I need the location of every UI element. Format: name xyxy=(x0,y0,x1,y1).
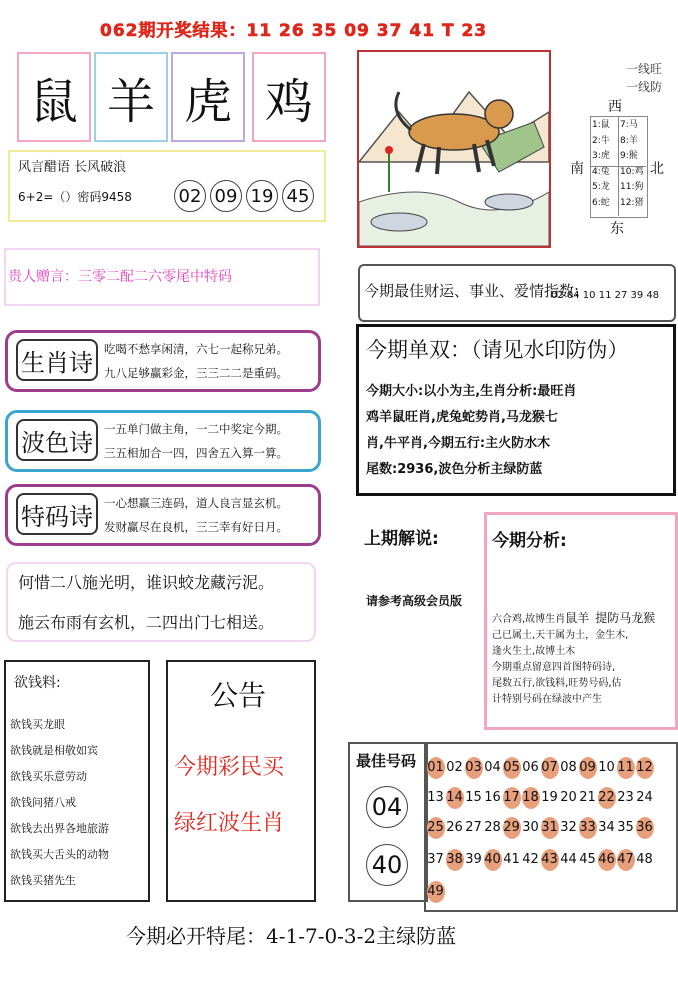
color-poem-line-1: 一五单门做主角，一二中奖定今期。 xyxy=(104,422,288,436)
number-ball: 42 xyxy=(522,852,539,867)
number-ball: 09 xyxy=(579,757,597,779)
number-ball: 21 xyxy=(579,790,596,805)
verse-line-1: 何惜二八施光明，谁识蛟龙藏污泥。 xyxy=(18,573,275,592)
analysis-guard: 提防马龙猴 xyxy=(595,611,656,625)
fortune-numbers: 02 04 10 11 27 39 48 xyxy=(551,290,660,301)
notice-line-1: 今期彩民买 xyxy=(174,755,285,780)
compass-cell: 2:牛 xyxy=(592,135,610,146)
compass-west: 西 xyxy=(608,99,622,115)
number-ball: 23 xyxy=(617,790,634,805)
number-ball: 28 xyxy=(484,820,501,835)
zodiac-box-2: 羊 xyxy=(94,52,168,142)
analysis-line-0 xyxy=(492,610,655,628)
analysis-line: 计特别号码在绿波中产生 xyxy=(492,694,602,705)
single-double-line: 肖,牛平肖,今期五行:主火防水木 xyxy=(366,436,551,451)
number-grid-row xyxy=(426,786,654,809)
password-line: 6+2=（）密码9458 xyxy=(18,190,132,204)
compass-cell: 11:狗 xyxy=(620,182,644,192)
compass-right-col xyxy=(620,118,644,211)
single-double-line: 鸡羊鼠旺肖,虎兔蛇势肖,马龙猴七 xyxy=(366,410,558,425)
number-ball: 19 xyxy=(541,790,558,805)
idiom-line: 风言醋语 长风破浪 xyxy=(18,160,127,175)
zodiac-poem-line-2: 九八足够赢彩金，三三二二是重码。 xyxy=(104,366,288,380)
number-ball: 14 xyxy=(446,787,464,809)
analysis-title: 今期分析: xyxy=(492,531,567,551)
want-money-item: 欲钱买龙眼 xyxy=(10,718,65,731)
compass-east: 东 xyxy=(610,221,624,237)
number-ball: 48 xyxy=(636,852,653,867)
special-poem-title: 特码诗 xyxy=(16,493,98,535)
number-ball: 41 xyxy=(503,852,520,867)
zodiac-poem-line-1: 吃喝不愁享闲清，六七一起称兄弟。 xyxy=(104,342,288,356)
idiom-number-2: 09 xyxy=(210,180,242,212)
notice-title: 公告 xyxy=(210,679,267,712)
number-ball: 24 xyxy=(636,790,653,805)
analysis-line: 己已属土,天干属为土，金生木, xyxy=(492,630,629,641)
number-ball: 34 xyxy=(598,820,615,835)
analysis-line: 尾数五行,欲钱料,旺势号码,估 xyxy=(492,678,622,689)
tiger-illustration xyxy=(359,52,549,246)
compass-cell: 6:蛇 xyxy=(592,197,610,208)
zodiac-box-3: 虎 xyxy=(171,52,245,142)
best-numbers-label: 最佳号码 xyxy=(356,752,417,770)
number-grid-row xyxy=(426,816,654,839)
number-ball: 44 xyxy=(560,852,577,867)
number-ball: 46 xyxy=(598,849,616,871)
number-ball: 47 xyxy=(617,849,635,871)
number-ball: 26 xyxy=(446,820,463,835)
last-period-sub: 请参考高级会员版 xyxy=(366,594,463,608)
number-ball: 08 xyxy=(560,760,577,775)
number-ball: 35 xyxy=(617,820,634,835)
compass-cell: 8:羊 xyxy=(620,135,638,146)
single-double-title: 今期单双：（请见水印防伪） xyxy=(366,338,629,362)
number-ball: 06 xyxy=(522,760,539,775)
special-poem-line-2: 发财赢尽在良机，三三幸有好日月。 xyxy=(104,520,288,534)
compass-north: 北 xyxy=(650,161,664,177)
number-ball: 18 xyxy=(522,787,540,809)
number-ball: 45 xyxy=(579,852,596,867)
want-money-item: 欲钱买乐意劳动 xyxy=(10,770,87,783)
number-ball: 33 xyxy=(579,817,597,839)
single-double-line: 尾数:2936,波色分析主绿防蓝 xyxy=(366,462,543,477)
result-header: 062期开奖结果：11 26 35 09 37 41 T 23 xyxy=(100,21,488,41)
number-ball: 43 xyxy=(541,849,559,871)
verse-line-2: 施云布雨有玄机，二四出门七相送。 xyxy=(18,613,275,632)
color-poem-line-2: 三五相加合一四，四舍五入算一算。 xyxy=(104,446,288,460)
number-ball: 07 xyxy=(541,757,559,779)
compass-legend-weak: 一线防 xyxy=(626,80,663,94)
number-ball: 22 xyxy=(598,787,616,809)
number-ball: 27 xyxy=(465,820,482,835)
number-ball: 40 xyxy=(484,849,502,871)
idiom-number-4: 45 xyxy=(282,180,314,212)
number-ball: 37 xyxy=(427,852,444,867)
compass-legend-strong: 一线旺 xyxy=(626,62,663,76)
special-poem-panel xyxy=(5,484,321,546)
compass-cell: 1:鼠 xyxy=(592,120,610,130)
notice-line-2: 绿红波生肖 xyxy=(174,811,285,836)
compass-left-col xyxy=(592,118,610,211)
color-poem-title: 波色诗 xyxy=(16,419,98,461)
best-number-2: 40 xyxy=(366,844,408,886)
analysis-line: 今期重点留意四首图特码诗, xyxy=(492,662,616,673)
analysis-line: 六合鸡,故博生肖 xyxy=(492,614,566,625)
want-money-item: 欲钱买大舌头的动物 xyxy=(10,848,109,861)
number-grid-row xyxy=(426,848,654,871)
compass-cell: 4:兔 xyxy=(592,166,610,177)
compass-cell: 7:马 xyxy=(620,120,638,130)
analysis-zodiac: 鼠羊 xyxy=(565,611,590,625)
idiom-number-3: 19 xyxy=(246,180,278,212)
zodiac-poem-panel xyxy=(5,330,321,392)
compass-cell: 12:猪 xyxy=(620,197,644,208)
number-ball: 01 xyxy=(427,757,445,779)
number-ball: 32 xyxy=(560,820,577,835)
number-ball: 16 xyxy=(484,790,501,805)
color-poem-panel xyxy=(5,410,321,472)
number-ball: 38 xyxy=(446,849,464,871)
number-ball: 39 xyxy=(465,852,482,867)
footer-text: 今期必开特尾：4-1-7-0-3-2主绿防蓝 xyxy=(126,924,457,948)
number-ball: 03 xyxy=(465,757,483,779)
compass-cell: 10:鸡 xyxy=(620,166,644,177)
number-ball: 31 xyxy=(541,817,559,839)
compass-cell: 9:猴 xyxy=(620,151,638,161)
single-double-line: 今期大小:以小为主,生肖分析:最旺肖 xyxy=(366,384,577,399)
number-ball: 15 xyxy=(465,790,482,805)
analysis-line: 逢火生土,故博土木 xyxy=(492,646,576,657)
number-ball: 11 xyxy=(617,757,635,779)
number-ball: 36 xyxy=(636,817,654,839)
zodiac-poem-title: 生肖诗 xyxy=(16,339,98,381)
noble-tip-text: 贵人赠言：三零二配二六零尾中特码 xyxy=(8,269,232,285)
last-period-title: 上期解说: xyxy=(364,529,439,549)
tiger-picture-frame xyxy=(357,50,551,248)
want-money-title: 欲钱料: xyxy=(14,675,61,691)
best-number-1: 04 xyxy=(366,786,408,828)
number-ball: 25 xyxy=(427,817,445,839)
analysis-body xyxy=(492,610,655,708)
number-ball: 10 xyxy=(598,760,615,775)
number-ball: 02 xyxy=(446,760,463,775)
number-grid-row xyxy=(426,756,654,779)
number-ball: 17 xyxy=(503,787,521,809)
number-ball: 29 xyxy=(503,817,521,839)
want-money-item: 欲钱去出界各地旅游 xyxy=(10,822,109,835)
want-money-item: 欲钱买猪先生 xyxy=(10,874,76,887)
number-ball: 04 xyxy=(484,760,501,775)
number-ball: 12 xyxy=(636,757,654,779)
fortune-label: 今期最佳财运、事业、爱情指数: xyxy=(364,282,580,300)
want-money-item: 欲钱问猪八戒 xyxy=(10,796,76,809)
number-ball: 20 xyxy=(560,790,577,805)
number-ball: 30 xyxy=(522,820,539,835)
compass-cell: 3:虎 xyxy=(592,151,610,161)
compass-south: 南 xyxy=(570,161,584,177)
idiom-number-1: 02 xyxy=(174,180,206,212)
number-grid-row xyxy=(426,880,445,903)
zodiac-box-1: 鼠 xyxy=(17,52,91,142)
compass-cell: 5:龙 xyxy=(592,182,610,192)
special-poem-line-1: 一心想赢三连码，道人良言显玄机。 xyxy=(104,496,288,510)
zodiac-box-4: 鸡 xyxy=(252,52,326,142)
want-money-item: 欲钱就是相敬如宾 xyxy=(10,744,98,757)
number-ball: 49 xyxy=(427,881,445,903)
number-ball: 05 xyxy=(503,757,521,779)
number-ball: 13 xyxy=(427,790,444,805)
